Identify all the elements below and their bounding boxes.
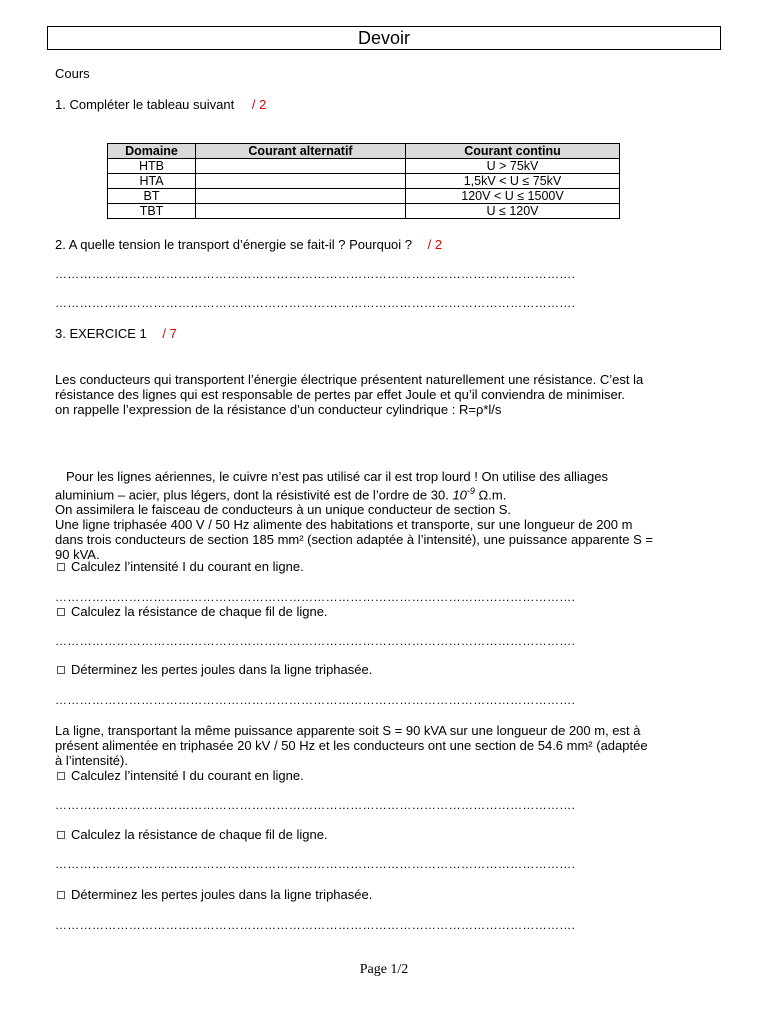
resistivity-base: 10 bbox=[452, 487, 467, 503]
table-header: Domaine bbox=[108, 144, 196, 159]
resistivity-exponent: -9 bbox=[466, 486, 475, 496]
answer-line[interactable]: ………………………………………………………………………………………………………………. bbox=[55, 634, 576, 648]
table-row bbox=[108, 189, 620, 204]
checkbox-icon[interactable] bbox=[57, 772, 65, 780]
table-header: Courant continu bbox=[406, 144, 620, 159]
exercise-line: Une ligne triphasée 400 V / 50 Hz alimente des habitations et transporte, sur une longueur de 200 m bbox=[55, 517, 633, 533]
answer-line[interactable]: ………………………………………………………………………………………………………………. bbox=[55, 693, 576, 707]
answer-line[interactable]: ………………………………………………………………………………………………………………. bbox=[55, 590, 576, 604]
question-2 bbox=[55, 237, 442, 252]
paragraph-line: présent alimentée en triphasée 20 kV / 50 Hz et les conducteurs ont une section de 54.6 mm² (adaptée bbox=[55, 738, 648, 753]
table-row bbox=[108, 159, 620, 174]
answer-line[interactable]: ………………………………………………………………………………………………………………. bbox=[55, 857, 576, 871]
exercise-line-resistivity bbox=[55, 484, 653, 502]
table-cell-input[interactable] bbox=[196, 174, 406, 189]
table-cell: 1,5kV < U ≤ 75kV bbox=[406, 174, 620, 189]
answer-line[interactable]: ………………………………………………………………………………………………………………. bbox=[55, 267, 576, 281]
table-cell-input[interactable] bbox=[196, 159, 406, 174]
task-item bbox=[57, 887, 372, 902]
intro-paragraph bbox=[55, 372, 643, 417]
table-cell-input[interactable] bbox=[196, 189, 406, 204]
task-item bbox=[57, 604, 328, 619]
table-cell: BT bbox=[108, 189, 196, 204]
task-text: Calculez la résistance de chaque fil de ligne. bbox=[71, 827, 328, 842]
answer-line[interactable]: ………………………………………………………………………………………………………………. bbox=[55, 798, 576, 812]
question-3 bbox=[55, 326, 177, 341]
cours-label: Cours bbox=[55, 66, 90, 81]
answer-line[interactable]: ………………………………………………………………………………………………………………. bbox=[55, 918, 576, 932]
table-row bbox=[108, 174, 620, 189]
checkbox-icon[interactable] bbox=[57, 563, 65, 571]
task-text: Déterminez les pertes joules dans la ligne triphasée. bbox=[71, 887, 373, 902]
paragraph-line: La ligne, transportant la même puissance apparente soit S = 90 kVA sur une longueur de 200 m, est à bbox=[55, 723, 641, 738]
intro-line: Les conducteurs qui transportent l’énergie électrique présentent naturellement une résistance. C’est la bbox=[55, 372, 644, 387]
table-header: Courant alternatif bbox=[196, 144, 406, 159]
answer-line[interactable]: ………………………………………………………………………………………………………………. bbox=[55, 296, 576, 310]
domain-table bbox=[107, 143, 620, 219]
table-cell: U > 75kV bbox=[406, 159, 620, 174]
checkbox-icon[interactable] bbox=[57, 608, 65, 616]
task-item bbox=[57, 662, 372, 677]
exercise-line: 90 kVA. bbox=[55, 547, 100, 563]
table-cell: 120V < U ≤ 1500V bbox=[406, 189, 620, 204]
task-text: Déterminez les pertes joules dans la ligne triphasée. bbox=[71, 662, 373, 677]
question-2-points: / 2 bbox=[427, 237, 443, 252]
task-text: Calculez l’intensité I du courant en ligne. bbox=[71, 559, 304, 574]
table-cell-input[interactable] bbox=[196, 204, 406, 219]
second-line-paragraph bbox=[55, 723, 648, 768]
exercise-line: dans trois conducteurs de section 185 mm² (section adaptée à l’intensité), une puissance apparente S = bbox=[55, 532, 653, 548]
task-item bbox=[57, 827, 328, 842]
task-text: Calculez l’intensité I du courant en ligne. bbox=[71, 768, 304, 783]
exercise-line: On assimilera le faisceau de conducteurs à un unique conducteur de section S. bbox=[55, 502, 511, 518]
question-1-points: / 2 bbox=[251, 97, 267, 112]
question-2-text: 2. A quelle tension le transport d’énergie se fait-il ? Pourquoi ? bbox=[55, 237, 413, 252]
table-cell: TBT bbox=[108, 204, 196, 219]
checkbox-icon[interactable] bbox=[57, 831, 65, 839]
resistivity-unit: Ω.m. bbox=[478, 487, 507, 503]
question-1-text: 1. Compléter le tableau suivant bbox=[55, 97, 235, 112]
checkbox-icon[interactable] bbox=[57, 666, 65, 674]
page-number: Page 1/2 bbox=[359, 962, 409, 977]
intro-line: on rappelle l’expression de la résistance d’un conducteur cylindrique : R=ρ*l/s bbox=[55, 402, 502, 417]
question-3-points: / 7 bbox=[162, 326, 177, 341]
table-row bbox=[108, 204, 620, 219]
page-title: Devoir bbox=[47, 26, 721, 50]
exercise-line: Pour les lignes aériennes, le cuivre n’est pas utilisé car il est trop lourd ! On utilise des alliages bbox=[66, 469, 608, 484]
table-cell: HTB bbox=[108, 159, 196, 174]
table-header-row bbox=[108, 144, 620, 159]
task-item bbox=[57, 768, 304, 783]
question-1 bbox=[55, 97, 266, 112]
question-3-text: 3. EXERCICE 1 bbox=[55, 326, 147, 341]
exercise-paragraph bbox=[55, 469, 653, 562]
table-cell: U ≤ 120V bbox=[406, 204, 620, 219]
paragraph-line: à l’intensité). bbox=[55, 753, 128, 768]
intro-line: résistance des lignes qui est responsable de pertes par effet Joule et qu’il conviendra de minimiser. bbox=[55, 387, 625, 402]
checkbox-icon[interactable] bbox=[57, 891, 65, 899]
resistivity-text: aluminium – acier, plus légers, dont la résistivité est de l’ordre de 30. bbox=[55, 487, 449, 503]
task-item bbox=[57, 559, 304, 574]
table-cell: HTA bbox=[108, 174, 196, 189]
task-text: Calculez la résistance de chaque fil de ligne. bbox=[71, 604, 328, 619]
